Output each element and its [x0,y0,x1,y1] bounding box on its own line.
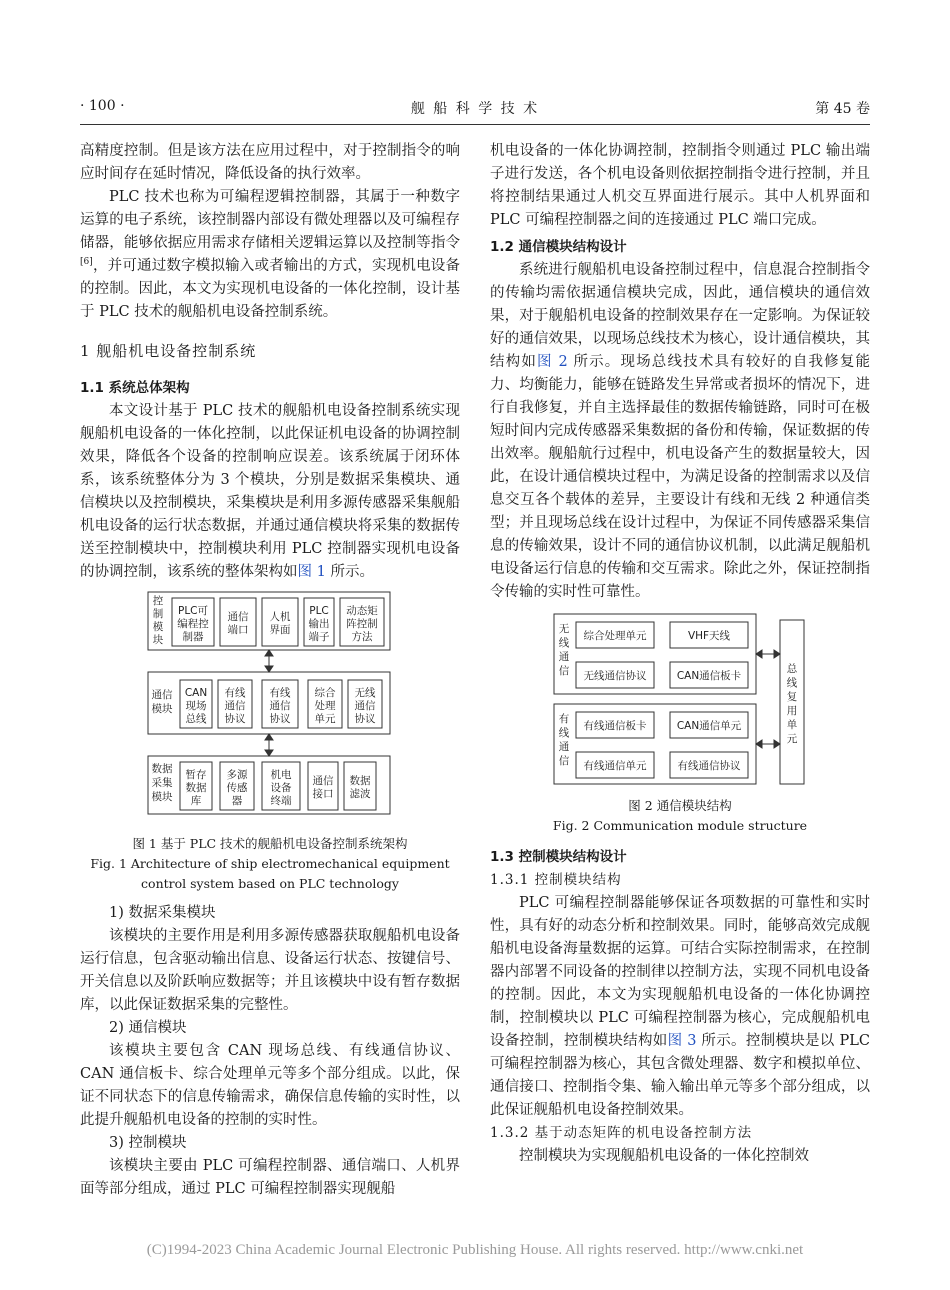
svg-text:无线通信协议: 无线通信协议 [583,670,647,682]
paragraph-text: 所示。 [325,564,374,580]
svg-text:通信接口: 通信接口 [312,775,334,800]
journal-title: 舰 船 科 学 技 术 [410,101,540,117]
svg-text:PLC输出端子: PLC 输出端子 [308,605,330,643]
subsubsection-heading: 1.3.1 控制模块结构 [490,872,622,888]
wired-label: 有线通信 [558,713,570,767]
bus-unit-label: 总线复用单元 [786,663,798,745]
svg-text:VHF天线: VHF天线 [687,630,731,642]
svg-text:有线通信协议: 有线通信协议 [224,687,246,725]
svg-text:暂存数据库: 暂存数据库 [185,769,207,807]
svg-text:CAN通信板卡: CAN通信板卡 [676,670,742,682]
paragraph: 控制模块为实现舰船机电设备的一体化控制效 [519,1148,809,1164]
paragraph [80,186,460,324]
module-label-comm: 通信模块 [151,689,173,715]
wireless-label: 无线通信 [558,623,570,677]
subsubsection-heading: 1.3.2 基于动态矩阵的机电设备控制方法 [490,1125,753,1141]
copyright-footer: (C)1994-2023 China Academic Journal Electronic Publishing House. All rights reserved. http://www.cnki.net [146,1242,804,1258]
svg-text:多源传感器: 多源传感器 [226,769,248,807]
figure-ref-link[interactable]: 图 1 [297,564,326,580]
subsection-heading: 1.2 通信模块结构设计 [490,239,627,255]
svg-text:数据滤波: 数据滤波 [349,775,371,800]
figure-ref-link[interactable]: 图 3 [667,1033,697,1049]
section-heading: 1 舰船机电设备控制系统 [80,342,257,360]
paragraph-text: 所示。控制模块是以 PLC 可编程控制器为核心，其包含微处理器、数字和模拟单位、通信接口、控制指令集、输入输出单元等多个部分组成，以此保证舰船机电设备控制效果。 [490,1033,870,1118]
module-label-control: 控制模块 [152,595,164,646]
svg-text:有线通信协议: 有线通信协议 [269,687,291,725]
svg-text:通信端口: 通信端口 [227,611,249,636]
svg-text:有线通信板卡: 有线通信板卡 [583,720,647,732]
figure-2-diagram [490,610,870,788]
figure-1 [80,590,460,894]
page-number: · 100 · [80,98,125,114]
right-column [490,140,870,1168]
paragraph-text: 所示。现场总线技术具有较好的自我修复能力、均衡能力，能够在链路发生异常或者损坏的情况下，进行自我修复，并自主选择最佳的数据传输链路，同时可在极短时间内完成传感器采集数据的备份和传输，保证数据的传出效率。舰船航行过程中，机电设备产生的数据量较大，因此，在设计通信模块过程中，为满足设备的控制需求以及信息交互各个载体的差异，主要设计有线和无线 2 种通信类型；并且现场总线在设计过程中，为保证不同传感器采集信息的传输效果，设计不同的通信协议机制，以此满足舰船机电设备运行信息的传输和交互需求。除此之外，保证控制指令传输的实时性可靠性。 [490,354,870,600]
svg-text:动态矩阵控制方法: 动态矩阵控制方法 [346,605,378,643]
list-item-heading: 3) 控制模块 [109,1135,187,1151]
paragraph [80,400,460,584]
figure-1-caption-cn: 图 1 基于 PLC 技术的舰船机电设备控制系统架构 [132,836,408,851]
figure-2-caption-en: Fig. 2 Communication module structure [552,818,808,833]
double-arrow [756,650,780,748]
svg-text:机电设备终端: 机电设备终端 [270,769,292,807]
svg-text:CAN通信单元: CAN通信单元 [676,720,742,732]
paragraph: 该模块主要由 PLC 可编程控制器、通信端口、人机界面等部分组成，通过 PLC 可编程控制器实现舰船 [80,1158,460,1197]
svg-text:PLC可编程控制器: PLC可编程控制器 [177,605,209,643]
wired-frame [554,704,756,784]
paragraph-text: 本文设计基于 PLC 技术的舰船机电设备控制系统实现舰船机电设备的一体化控制，以此保证机电设备的协调控制效果，降低各个设备的控制响应误差。该系统属于闭环体系，该系统整体分为 3 个模块，分别是数据采集模块、通信模块以及控制模块，采集模块是利用多源传感器采集舰船机电设备的运行状态数据，并通过通信模块将采集的数据传送至控制模块中，控制模块利用 PLC 控制器实现机电设备的协调控制，该系统的整体架构如 [80,403,460,580]
left-column [80,140,460,1201]
figure-2-caption-cn: 图 2 通信模块结构 [628,798,732,813]
paragraph [490,259,870,604]
paragraph: 该模块的主要作用是利用多源传感器获取舰船机电设备运行信息，包含驱动输出信息、设备运行状态、按键信号、开关信息以及阶跃响应数据等；并且该模块中设有暂存数据库，以此保证数据采集的完整性。 [80,928,460,1013]
figure-1-diagram [80,590,460,826]
paragraph-text: PLC 可编程控制器能够保证各项数据的可靠性和实时性，具有好的动态分析和控制效果。同时，能够高效完成舰船机电设备海量数据的运算。可结合实际控制需求，在控制器内部署不同设备的控制律以控制方法，实现不同机电设备的控制。因此，本文为实现舰船机电设备的一体化协调控制，控制模块以 PLC 可编程控制器为核心，完成舰船机电设备控制，控制模块结构如 [490,895,870,1049]
svg-text:综合处理单元: 综合处理单元 [583,630,647,642]
paragraph: 高精度控制。但是该方法在应用过程中，对于控制指令的响应时间存在延时情况，降低设备的执行效率。 [80,143,460,182]
svg-text:人机界面: 人机界面 [269,611,291,636]
figure-1-caption-en: Fig. 1 Architecture of ship electromechanical equipment control system based on PLC technology [90,856,450,891]
volume-label: 第 45 卷 [815,101,870,117]
paragraph-text: 系统进行舰船机电设备控制过程中，信息混合控制指令的传输均需依据通信模块完成，因此，通信模块的通信效果，对于舰船机电设备的控制效果存在一定影响。为保证较好的通信效果，以现场总线技术为核心，设计通信模块，其结构如 [490,262,870,370]
svg-text:无线通信协议: 无线通信协议 [354,687,376,725]
list-item-heading: 1) 数据采集模块 [109,905,216,921]
svg-text:CAN现场总线: CAN 现场总线 [184,687,208,725]
paragraph: 该模块主要包含 CAN 现场总线、有线通信协议、CAN 通信板卡、综合处理单元等多个部分组成。以此，保证不同状态下的信息传输需求，确保信息传输的实时性，以此提升舰船机电设备的控制的实时性。 [80,1043,460,1128]
paragraph-text: ，并可通过数字模拟输入或者输出的方式，实现机电设备的控制。因此，本文为实现机电设备的一体化控制，设计基于 PLC 技术的舰船机电设备控制系统。 [80,258,460,320]
paragraph-text: PLC 技术也称为可编程逻辑控制器，其属于一种数字运算的电子系统，该控制器内部设有微处理器以及可编程存储器，能够依据应用需求存储相关逻辑运算以及控制等指令 [80,189,460,251]
paragraph: 机电设备的一体化协调控制，控制指令则通过 PLC 输出端子进行发送，各个机电设备则依据控制指令进行控制，并且将控制结果通过人机交互界面进行展示。其中人机界面和 PLC 可编程控制器之间的连接通过 PLC 端口完成。 [490,143,870,228]
module-label-acq: 数据采集模块 [151,763,173,803]
paragraph [490,892,870,1122]
svg-text:综合处理单元: 综合处理单元 [314,687,336,725]
wireless-frame [554,614,756,694]
subsection-heading: 1.1 系统总体架构 [80,380,190,396]
list-item-heading: 2) 通信模块 [109,1020,187,1036]
svg-text:有线通信协议: 有线通信协议 [677,760,741,772]
svg-text:有线通信单元: 有线通信单元 [583,760,647,772]
figure-ref-link[interactable]: 图 2 [537,354,568,370]
figure-2 [490,610,870,836]
subsection-heading: 1.3 控制模块结构设计 [490,849,627,865]
header-rule [80,124,870,125]
citation[interactable]: [6] [80,257,93,268]
